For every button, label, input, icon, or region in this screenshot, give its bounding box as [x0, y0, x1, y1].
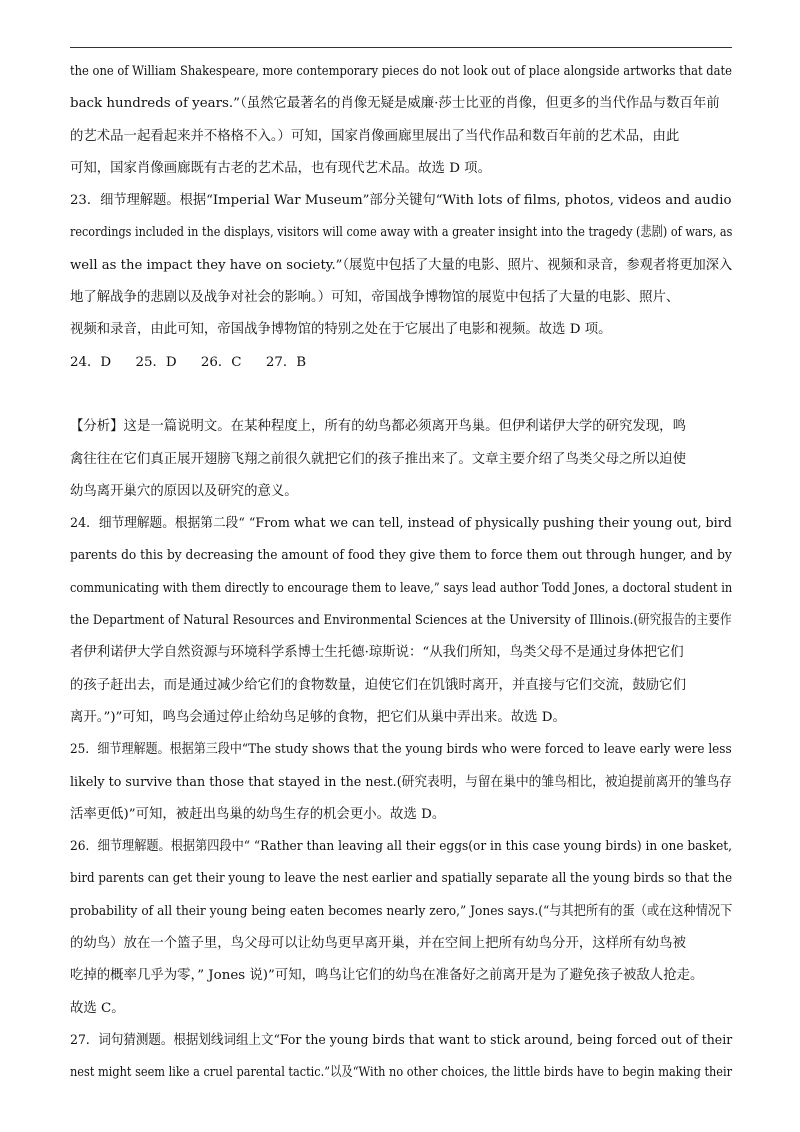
- text-line: well as the impact they have on society.”（展览中包括了大量的电影、照片、视频和录音，参观者将更加深入: [70, 257, 733, 273]
- text-line: 的孩子赶出去，而是通过减少给它们的食物数量，迫使它们在饥饿时离开，并直接与它们交流，鼓励它们: [70, 677, 686, 693]
- text-line: 的幼鸟）放在一个篮子里，鸟父母可以让幼鸟更早离开巢，并在空间上把所有幼鸟分开，这样所有幼鸟被: [70, 936, 686, 952]
- header-rule: [70, 47, 732, 48]
- text-line: back hundreds of years.”（虽然它最著名的肖像无疑是威廉·莎士比亚的肖像，但更多的当代作品与数百年前: [70, 96, 720, 112]
- text-line: 活率更低)”可知，被赶出鸟巢的幼鸟生存的机会更小。故选 D。: [70, 806, 446, 822]
- answer-25: 25．D: [135, 354, 177, 370]
- text-line: 地了解战争的悲剧以及战争对社会的影响。）可知，帝国战争博物馆的展览中包括了大量的电影、照片、: [70, 290, 680, 306]
- text-line: the one of William Shakespeare, more contemporary pieces do not look out of place alongside artworks that date: [70, 64, 732, 79]
- text-line: likely to survive than those that stayed in the nest.(研究表明，与留在巢中的雏鸟相比，被迫提前离开的雏鸟存: [70, 774, 732, 790]
- text-line: communicating with them directly to encourage them to leave,” says lead author Todd Jones, a doctoral student in: [70, 580, 733, 596]
- text-line: probability of all their young being eaten becomes nearly zero,” Jones says.(“与其把所有的蛋（或在这种情况下: [70, 903, 733, 919]
- text-line: 者伊利诺伊大学自然资源与环境科学系博士生托德·琼斯说：“从我们所知，鸟类父母不是通过身体把它们: [70, 645, 684, 661]
- text-line: 视频和录音，由此可知，帝国战争博物馆的特别之处在于它展出了电影和视频。故选 D 项。: [70, 322, 612, 338]
- question-27-line: 27．词句猜测题。根据划线词组上文“For the young birds that want to stick around, being forced out of their: [70, 1032, 733, 1048]
- text-line: 吃掉的概率几乎为零，” Jones 说)”可知，鸣鸟让它们的幼鸟在准备好之前离开是为了避免孩子被敌人抢走。: [70, 968, 704, 984]
- answer-key-line: [70, 347, 734, 379]
- answer-26: 26．C: [200, 354, 242, 370]
- text-line: 可知，国家肖像画廊既有古老的艺术品，也有现代艺术品。故选 D 项。: [70, 160, 491, 176]
- text-line: parents do this by decreasing the amount of food they give them to force them out through hunger, and by: [70, 548, 732, 564]
- text-line: bird parents can get their young to leave the nest earlier and spatially separate all the young birds so that the: [70, 871, 733, 887]
- question-25-line: 25．细节理解题。根据第三段中“The study shows that the young birds who were forced to leave early were less: [70, 742, 732, 758]
- question-24-line: 24．细节理解题。根据第二段“ “From what we can tell, instead of physically pushing their young out, bird: [70, 516, 732, 532]
- analysis-line: 【分析】这是一篇说明文。在某种程度上，所有的幼鸟都必须离开鸟巢。但伊利诺伊大学的研究发现，鸣: [70, 419, 686, 435]
- text-line: 故选 C。: [70, 1000, 125, 1016]
- text-line: nest might seem like a cruel parental tactic.”以及“With no other choices, the little birds have to begin making their: [70, 1065, 733, 1081]
- document-body: [70, 56, 734, 1090]
- paragraph-gap: [70, 379, 734, 411]
- answer-24: 24．D: [70, 354, 112, 370]
- answer-27: 27．B: [265, 354, 307, 370]
- text-line: 的艺术品一起看起来并不格格不入。）可知，国家肖像画廊里展出了当代作品和数百年前的艺术品，由此: [70, 128, 680, 144]
- question-26-line: 26．细节理解题。根据第四段中“ “Rather than leaving all their eggs(or in this case young birds) in one basket,: [70, 839, 733, 855]
- text-line: recordings included in the displays, visitors will come away with a greater insight into the tragedy (悲剧) of wars, as: [70, 225, 733, 241]
- text-line: the Department of Natural Resources and Environmental Sciences at the University of Illinois.(研究报告的主要作: [70, 613, 732, 629]
- text-line: 幼鸟离开巢穴的原因以及研究的意义。: [70, 483, 298, 499]
- text-line: 禽往往在它们真正展开翅膀飞翔之前很久就把它们的孩子推出来了。文章主要介绍了鸟类父母之所以迫使: [70, 451, 686, 467]
- question-23-line: 23．细节理解题。根据“Imperial War Museum”部分关键句“With lots of films, photos, videos and audio: [70, 193, 732, 209]
- text-line: 离开。”)”可知，鸣鸟会通过停止给幼鸟足够的食物，把它们从巢中弄出来。故选 D。: [70, 709, 566, 725]
